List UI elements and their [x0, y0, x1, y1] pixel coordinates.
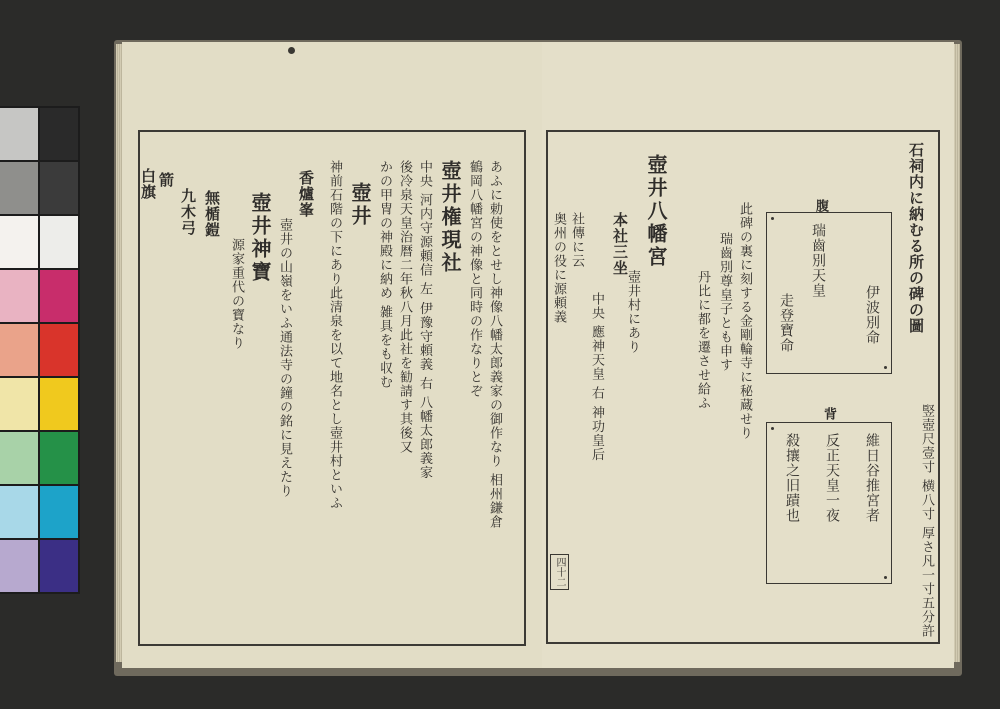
right-col-5: 中央 應神天皇 右 神功皇后 [589, 292, 604, 462]
right-title: 石祠内に納むる所の碑の圖 [907, 142, 925, 334]
swatch [0, 216, 38, 268]
right-page [542, 42, 954, 668]
swatch [0, 486, 38, 538]
ornament-dot [771, 427, 774, 430]
right-col-6: 社傳に云 [569, 212, 584, 268]
right-col-4: 壺井村にあり [625, 270, 640, 354]
left-item-banner: 白旗 [139, 168, 157, 200]
tablet-back-line: 殺攘之旧蹟也 [784, 433, 800, 523]
swatch [0, 108, 38, 160]
right-col-2: 瑞齒別尊皇子とも申す [717, 232, 732, 372]
tablet-front-line: 瑞齒別天皇 [810, 223, 826, 298]
tablet-front-line: 伊波別命 [864, 285, 880, 345]
left-item-bow: 九木弓 [179, 188, 197, 236]
left-col-2: 鶴岡八幡宮の神像と同時の作なりとぞ [467, 160, 482, 398]
left-heading-tsuboi: 壺井 [348, 182, 372, 228]
swatch [40, 324, 78, 376]
right-heading-hachimangu: 壺井八幡宮 [644, 154, 668, 269]
left-col-1: あふに勅使をとせし神像八幡太郎義家の御作なり 相州鎌倉 [487, 160, 502, 530]
tablet-front-box [766, 199, 892, 374]
color-checker [0, 106, 80, 594]
ornament-dot [884, 576, 887, 579]
swatch [40, 162, 78, 214]
swatch [0, 324, 38, 376]
right-dimensions: 竪壺尺壹寸 横八寸 厚さ凡一寸五分許 [919, 404, 934, 639]
left-col-8: 源家重代の寶なり [229, 238, 244, 350]
right-col-7: 奥州の役に源頼義 [551, 212, 566, 324]
left-col-7: 壺井の山嶺をいふ通法寺の鐘の銘に見えたり [277, 218, 292, 498]
ornament-dot [771, 217, 774, 220]
right-honsha: 本社三坐 [611, 212, 629, 276]
left-item-arrow: 箭 [157, 172, 175, 188]
tablet-back-line: 反正天皇一夜 [824, 433, 840, 523]
left-col-5: かの甲冑の神殿に納め 雑具をも収む [377, 160, 392, 390]
left-page [122, 42, 543, 668]
left-heading-gongen: 壺井権現社 [438, 160, 462, 275]
swatch [40, 270, 78, 322]
left-col-4: 後冷泉天皇治暦二年秋八月此社を勧請す其後又 [397, 160, 412, 454]
swatch [40, 486, 78, 538]
wormhole-mark [288, 47, 295, 54]
swatch [0, 162, 38, 214]
swatch [40, 432, 78, 484]
swatch [0, 378, 38, 430]
left-item-armor: 無楯鎧 [203, 190, 221, 238]
left-heading-koro: 香爐峯 [297, 170, 315, 218]
tablet-back-line: 維日谷推宮者 [864, 433, 880, 523]
swatch [40, 108, 78, 160]
swatch [0, 270, 38, 322]
page-number: 四十二 [550, 554, 569, 590]
swatch [0, 540, 38, 592]
tablet-front-line: 走登寶命 [778, 293, 794, 353]
left-heading-shinpo: 壺井神寶 [248, 192, 272, 284]
left-col-6: 神前石階の下にあり此清泉を以て地名とし壺井村といふ [327, 160, 342, 510]
open-book [118, 40, 958, 672]
swatch [0, 432, 38, 484]
swatch [40, 378, 78, 430]
tablet-front-head: 腹 [813, 199, 828, 213]
right-col-1: 此碑の裏に刻する金剛輪寺に秘蔵せり [737, 202, 752, 440]
swatch [40, 216, 78, 268]
tablet-back-head: 背 [821, 407, 836, 421]
right-col-3: 丹比に都を遷させ給ふ [695, 270, 710, 410]
left-col-3: 中央 河内守源頼信 左 伊豫守頼義 右 八幡太郎義家 [417, 160, 432, 480]
swatch [40, 540, 78, 592]
ornament-dot [884, 366, 887, 369]
tablet-back-box [766, 407, 892, 584]
